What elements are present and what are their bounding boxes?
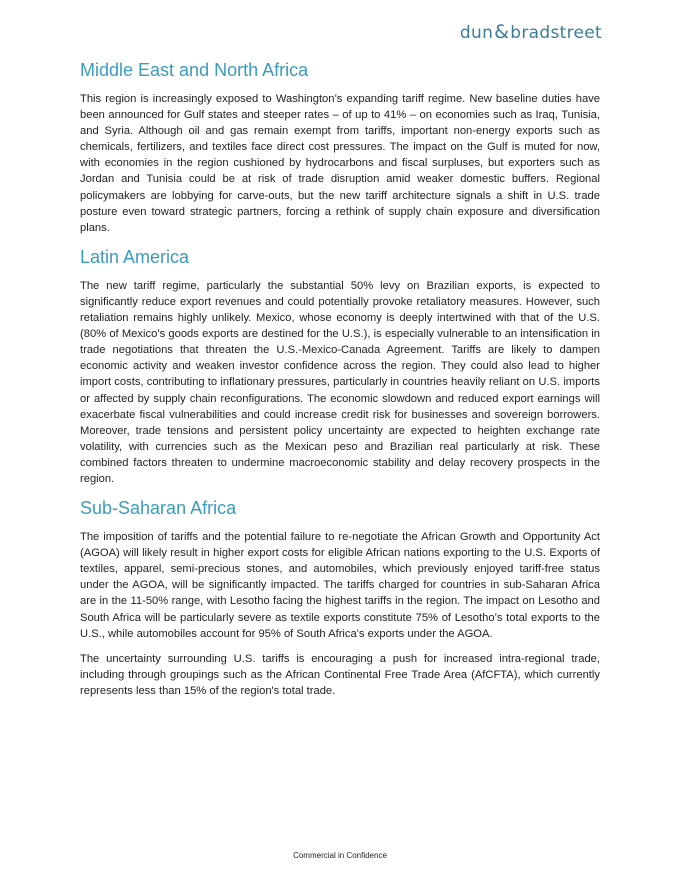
section-sub-saharan-africa [80,496,600,699]
section-latin-america [80,245,600,487]
section-paragraph: This region is increasingly exposed to Washington’s expanding tariff regime. New baseline duties have been announced for Gulf states and steeper rates – of up to 41% – on economies such as Iraq, Tunisia, and Syria. Although oil and gas remain exempt from tariffs, important non-energy exports such as chemicals, fertilizers, and textiles face direct cost pressures. The impact on the Gulf is muted for now, with economies in the region cushioned by hydrocarbons and fiscal surpluses, but exporters such as Jordan and Tunisia could be at risk of trade disruption amid weaker domestic buffers. Regional policymakers are lobbying for carve-outs, but the new tariff architecture signals a shift in U.S. trade posture even toward strategic partners, forcing a rethink of supply chain exposure and diversification plans. [80,93,600,234]
footer-confidentiality-note: Commercial in Confidence [293,851,387,860]
section-heading: Latin America [80,246,190,267]
logo-text-dun: dun [459,23,494,43]
dun-bradstreet-logo [460,22,602,44]
section-paragraph: The uncertainty surrounding U.S. tariffs is encouraging a push for increased intra-regional trade, including through groupings such as the African Continental Free Trade Area (AfCFTA), which currently represents less than 15% of the region's total trade. [80,652,600,697]
section-paragraph: The new tariff regime, particularly the substantial 50% levy on Brazilian exports, is expected to significantly reduce export revenues and could potentially provoke retaliatory measures. However, such retaliation remains highly unlikely. Mexico, whose economy is deeply intertwined with that of the U.S. (80% of Mexico’s goods exports are destined for the U.S.), is especially vulnerable to an intensification in trade negotiations that threaten the U.S.-Mexico-Canada Agreement. Tariffs are likely to dampen economic activity and weaken investor confidence across the region. They could also lead to higher import costs, contributing to inflationary pressures, particularly in countries heavily reliant on U.S. imports or affected by supply chain reconfigurations. The economic slowdown and reduced export earnings will exacerbate fiscal vulnerabilities and could increase credit risk for businesses and sovereign borrowers. Moreover, trade tensions and persistent policy uncertainty are expected to heighten exchange rate volatility, with currencies such as the Mexican peso and Brazilian real particularly at risk. These combined factors threaten to undermine macroeconomic stability and delay recovery prospects in the region. [80,279,600,485]
section-heading: Sub-Saharan Africa [80,498,237,519]
section-middle-east-north-africa [80,58,600,236]
logo-ampersand: & [494,21,510,43]
document-body [80,58,600,699]
section-paragraph: The imposition of tariffs and the potential failure to re-negotiate the African Growth and Opportunity Act (AGOA) will likely result in higher export costs for eligible African nations exporting to the U.S. Exports of textiles, apparel, semi-precious stones, and automobiles, which previously enjoyed tariff-free status under the AGOA, will be significantly impacted. The tariffs charged for countries in sub-Saharan Africa are in the 11-50% range, with Lesotho facing the highest tariffs in the region. The impact on Lesotho and South Africa will be particularly severe as textile exports constitute 75% of Lesotho’s total exports to the U.S., while automobiles account for 95% of South Africa's exports under the AGOA. [80,531,600,640]
logo-text-bradstreet: bradstreet [510,23,602,43]
section-heading: Middle East and North Africa [80,60,309,80]
